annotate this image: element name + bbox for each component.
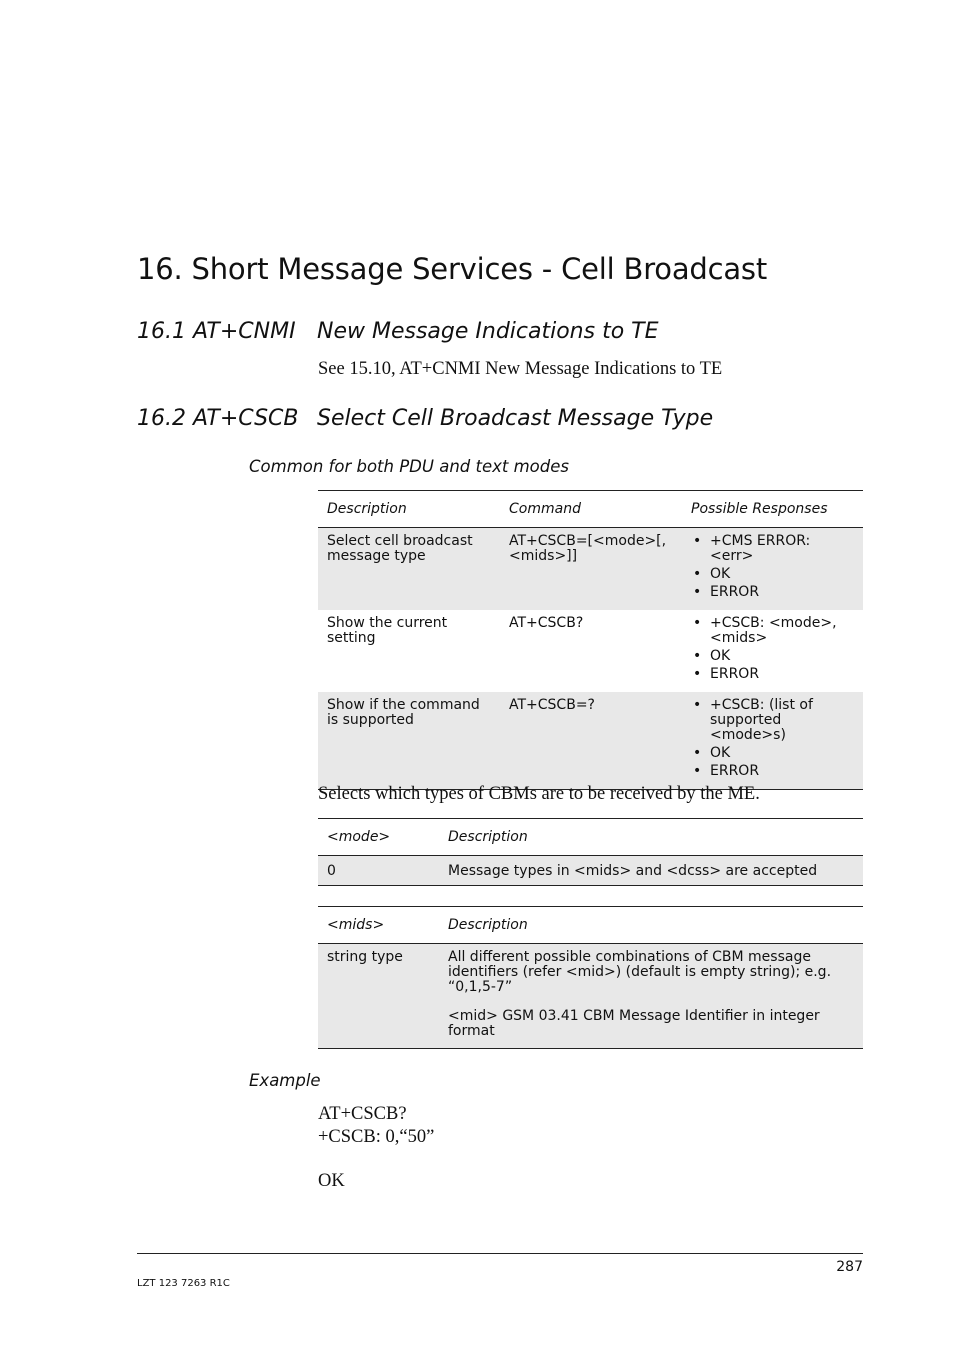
response-item: • +CMS ERROR: <err> (691, 534, 854, 564)
section-title: Select Cell Broadcast Message Type (317, 406, 714, 431)
response-item: • OK (691, 567, 854, 582)
response-item: • OK (691, 649, 854, 664)
mids-parameter-table (318, 906, 863, 1049)
mid-note: <mid> GSM 03.41 CBM Message Identifier in integer format (448, 1008, 820, 1039)
header-mids: <mids> (318, 907, 439, 944)
header-description: Description (439, 819, 863, 856)
response-item: • +CSCB: <mode>,<mids> (691, 616, 854, 646)
mids-value: string type (327, 949, 403, 965)
header-mode: <mode> (318, 819, 439, 856)
page-number: 287 (836, 1259, 863, 1275)
pdu-text-modes-subheading: Common for both PDU and text modes (249, 457, 569, 476)
section-number: 16.1 AT+CNMI (137, 319, 296, 344)
row-command: AT+CSCB=[<mode>[,<mids>]] (509, 533, 667, 564)
section-number: 16.2 AT+CSCB (137, 406, 299, 431)
row-command: AT+CSCB? (509, 615, 584, 631)
response-item: • +CSCB: (list of supported <mode>s) (691, 698, 854, 743)
response-item: • OK (691, 746, 854, 761)
row-description: Show if the command is supported (327, 697, 480, 728)
table-row (318, 692, 863, 790)
mids-description: All different possible combinations of CBM message identifiers (refer <mid>) (default is empty string); e.g. “0,1,5-7” (448, 949, 832, 995)
row-description: Show the current setting (327, 615, 448, 646)
table-row (318, 528, 863, 611)
row-description: Select cell broadcast message type (327, 533, 473, 564)
example-line: AT+CSCB? (318, 1104, 407, 1124)
section-heading-16-2 (137, 406, 713, 431)
table-row (318, 856, 863, 886)
mode-parameter-table (318, 818, 863, 886)
row-command: AT+CSCB=? (509, 697, 595, 713)
header-description: Description (318, 491, 500, 528)
header-description: Description (439, 907, 863, 944)
header-possible-responses: Possible Responses (682, 491, 863, 528)
response-list (691, 534, 854, 600)
mode-value: 0 (318, 856, 439, 886)
see-reference-text: See 15.10, AT+CNMI New Message Indications to TE (318, 359, 723, 379)
response-list (691, 698, 854, 779)
header-command: Command (500, 491, 682, 528)
command-table (318, 490, 863, 790)
table-row (318, 610, 863, 692)
response-item: • ERROR (691, 764, 854, 779)
section-heading-16-1 (137, 319, 659, 344)
response-list (691, 616, 854, 682)
example-line: +CSCB: 0,“50” (318, 1127, 435, 1147)
response-item: • ERROR (691, 585, 854, 600)
document-id: LZT 123 7263 R1C (137, 1278, 230, 1289)
selects-description-text: Selects which types of CBMs are to be received by the ME. (318, 784, 760, 804)
example-line: OK (318, 1171, 345, 1191)
section-title: New Message Indications to TE (317, 319, 659, 344)
chapter-title: 16. Short Message Services - Cell Broadcast (137, 252, 768, 286)
footer-divider (137, 1253, 863, 1254)
table-row (318, 944, 863, 1049)
example-label: Example (249, 1071, 321, 1090)
mode-description: Message types in <mids> and <dcss> are accepted (439, 856, 863, 886)
response-item: • ERROR (691, 667, 854, 682)
